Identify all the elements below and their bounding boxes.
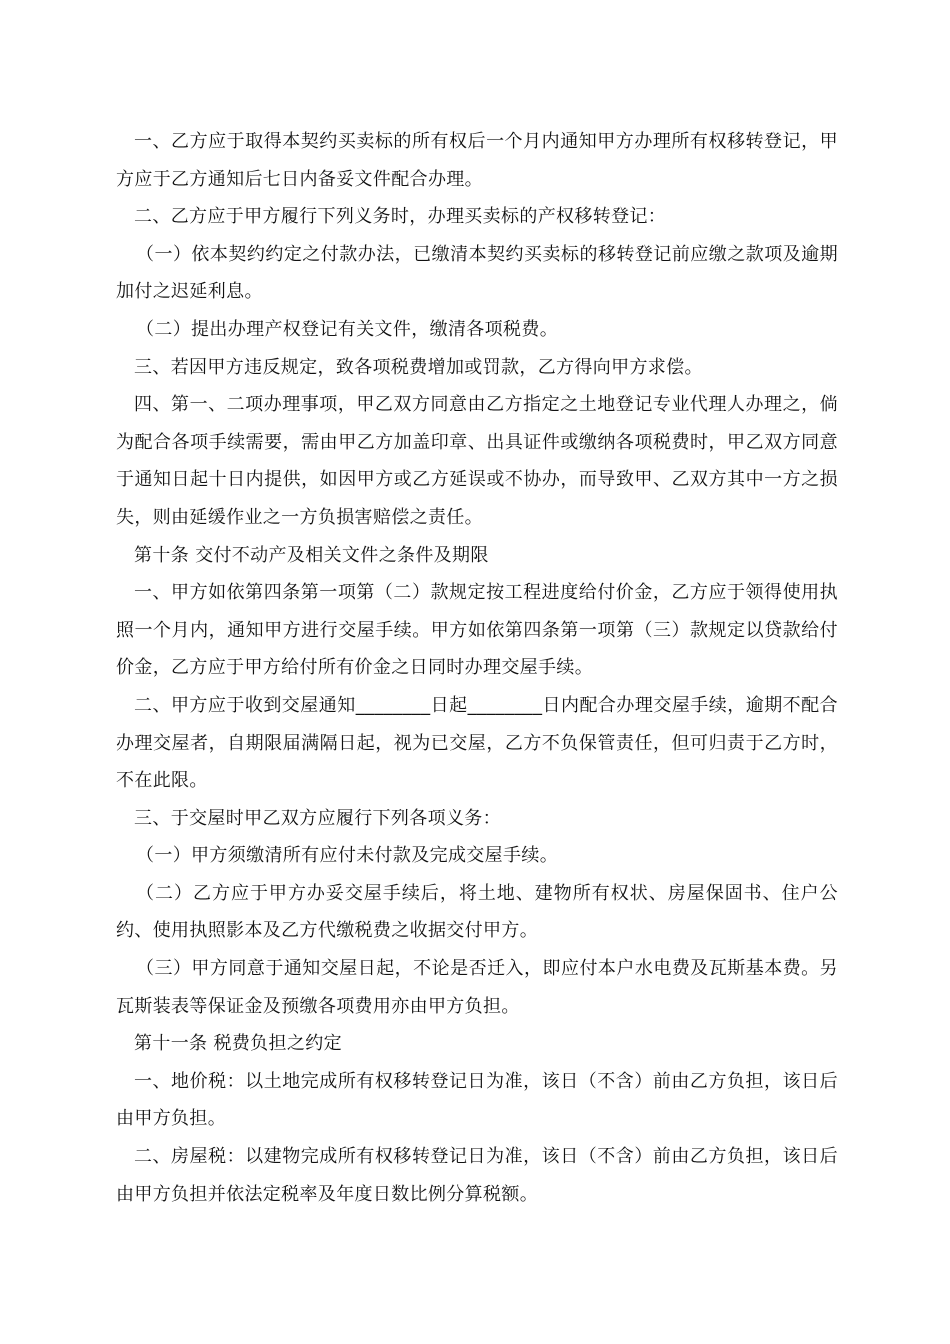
clause-paragraph: 三、于交屋时甲乙双方应履行下列各项义务： bbox=[134, 807, 501, 829]
clause-paragraph: 一、地价税：以土地完成所有权移转登记日为准，该日（不含）前由乙方负担，该日后由甲方负担。 bbox=[116, 1070, 838, 1130]
document-body bbox=[116, 123, 838, 1213]
clause-paragraph: 一、乙方应于取得本契约买卖标的所有权后一个月内通知甲方办理所有权移转登记，甲方应于乙方通知后七日内备妥文件配合办理。 bbox=[116, 131, 838, 190]
clause-paragraph: 二、房屋税：以建物完成所有权移转登记日为准，该日（不含）前由乙方负担，该日后由甲方负担并依法定税率及年度日数比例分算税额。 bbox=[116, 1146, 838, 1205]
sub-clause-paragraph: （二）提出办理产权登记有关文件，缴清各项税费。 bbox=[136, 318, 559, 340]
article-heading: 第十条 交付不动产及相关文件之条件及期限 bbox=[134, 544, 489, 566]
sub-clause-paragraph: （二）乙方应于甲方办妥交屋手续后，将土地、建物所有权状、房屋保固书、住户公约、使用执照影本及乙方代缴税费之收据交付甲方。 bbox=[116, 882, 838, 942]
clause-paragraph: 四、第一、二项办理事项，甲乙双方同意由乙方指定之土地登记专业代理人办理之，倘为配合各项手续需要，需由甲乙方加盖印章、出具证件或缴纳各项税费时，甲乙双方同意于通知日起十日内提供，如因甲方或乙方延误或不协办，而导致甲、乙双方其中一方之损失，则由延缓作业之一方负损害赔偿之责任。 bbox=[116, 394, 838, 528]
article-heading: 第十一条 税费负担之约定 bbox=[134, 1033, 342, 1055]
clause-paragraph: 一、甲方如依第四条第一项第（二）款规定按工程进度给付价金，乙方应于领得使用执照一个月内，通知甲方进行交屋手续。甲方如依第四条第一项第（三）款规定以贷款给付价金，乙方应于甲方给付所有价金之日同时办理交屋手续。 bbox=[116, 582, 838, 679]
clause-paragraph: 二、乙方应于甲方履行下列义务时，办理买卖标的产权移转登记： bbox=[134, 206, 667, 228]
sub-clause-paragraph: （一）依本契约约定之付款办法，已缴清本契约买卖标的移转登记前应缴之款项及逾期加付之迟延利息。 bbox=[116, 243, 838, 303]
sub-clause-paragraph: （一）甲方须缴清所有应付未付款及完成交屋手续。 bbox=[136, 845, 559, 867]
clause-paragraph: 二、甲方应于收到交屋通知________日起________日内配合办理交屋手续，逾期不配合办理交屋者，自期限届满隔日起，视为已交屋，乙方不负保管责任，但可归责于乙方时，不在此限。 bbox=[116, 694, 838, 792]
clause-paragraph: 三、若因甲方违反规定，致各项税费增加或罚款，乙方得向甲方求偿。 bbox=[134, 356, 703, 378]
sub-clause-paragraph: （三）甲方同意于通知交屋日起，不论是否迁入，即应付本户水电费及瓦斯基本费。另瓦斯装表等保证金及预缴各项费用亦由甲方负担。 bbox=[116, 958, 838, 1017]
